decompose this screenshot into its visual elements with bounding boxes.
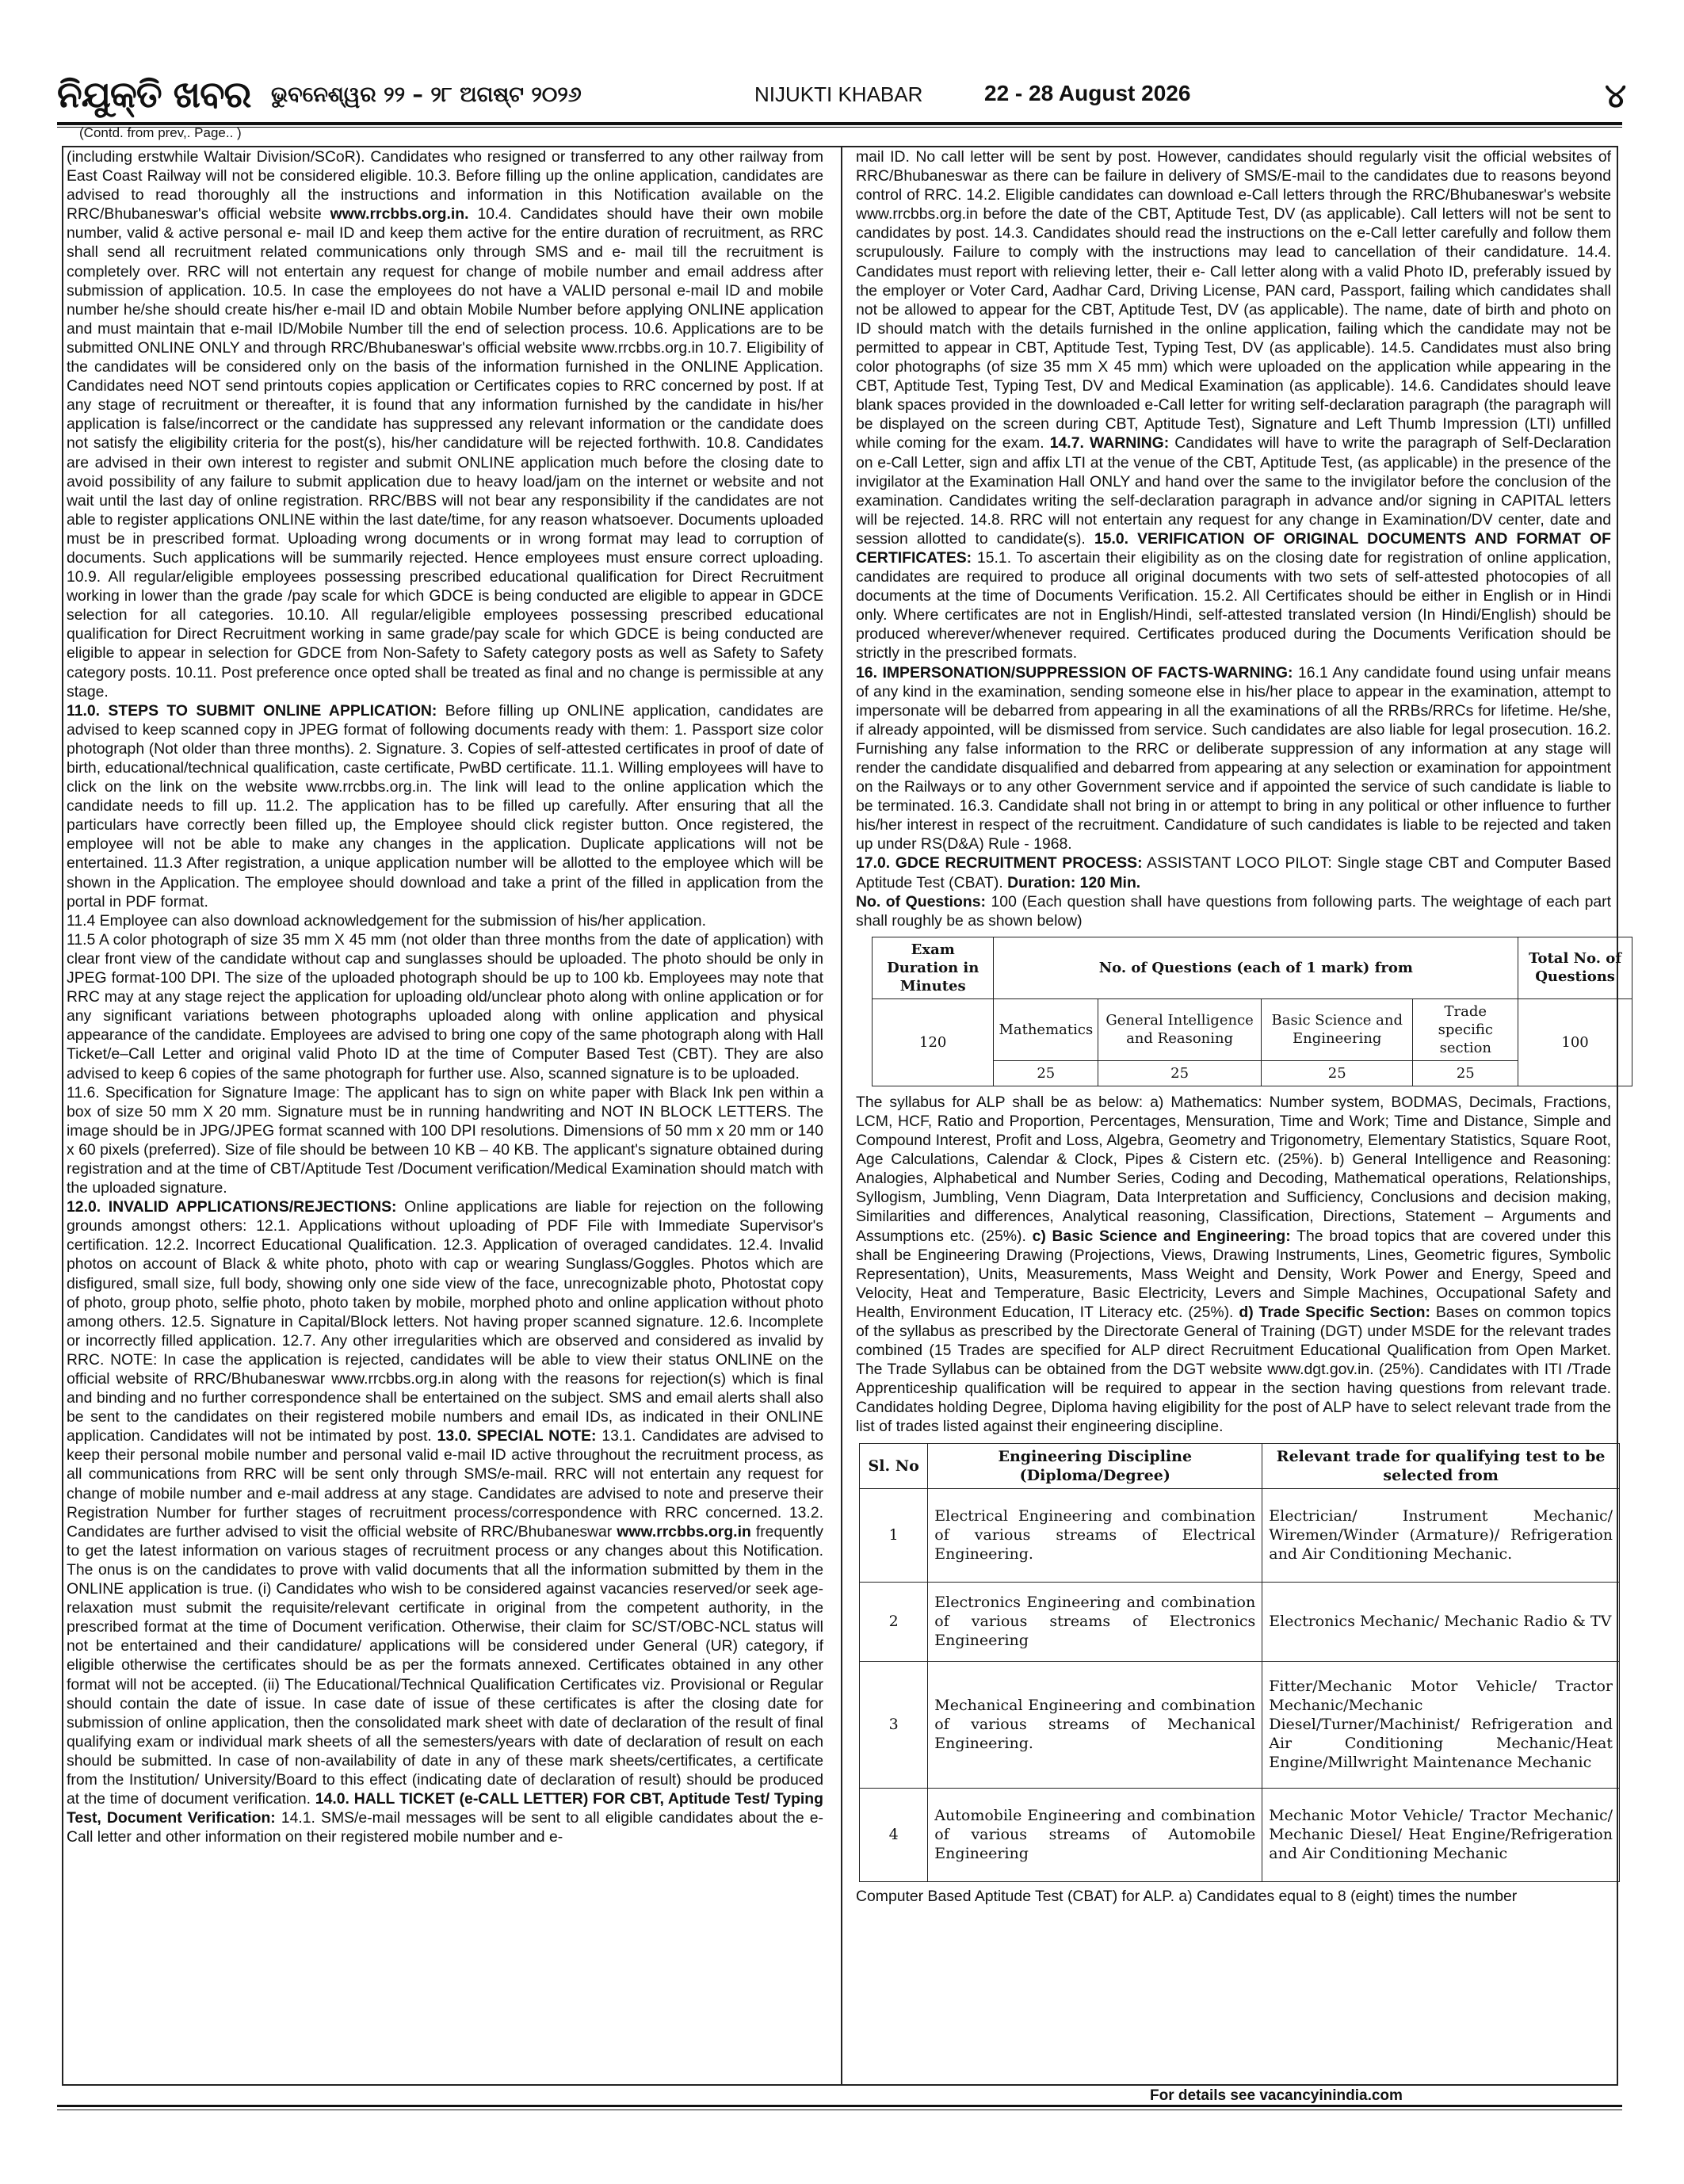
table-row (860, 1788, 1620, 1881)
trade-table (859, 1443, 1620, 1882)
bold-heading: 17.0. GDCE RECRUITMENT PROCESS: (856, 854, 1143, 872)
page-number: ୪ (1605, 76, 1626, 115)
row-trade: Electrician/ Instrument Mechanic/ Wiremen/Winder (Armature)/ Refrigeration and Air Conditioning Mechanic. (1262, 1488, 1620, 1582)
right-column-syllabus-text (856, 1093, 1611, 1437)
text-run: 10.4. Candidates should have their own mobile number, valid & active personal e- mail ID and keep them active for the entire duration of recruitment, as RRC shall send all recruitment related communications only through SMS and e- mail till the recruitment is completely over. RRC will not entertain any request for change of mobile number and email address after submission of application. 10.5. In case the employees do not have a VALID personal e-mail ID and mobile number he/she should create his/her e-mail ID and obtain Mobile Number before applying ONLINE application and must maintain that e-mail ID/Mobile Number till the end of selection process. 10.6. Applications are to be submitted ONLINE ONLY and through RRC/Bhubaneswar's official website www.rrcbbs.org.in 10.7. Eligibility of the candidates will be considered only on the basis of the information furnished in the ONLINE Application. Candidates need NOT send printouts copies application or Certificates copies to RRC concerned by post. If at any stage of recruitment or thereafter, it is found that any information furnished by the candidate in his/her application is false/incorrect or the candidate has suppressed any relevant information or the candidate does not satisfy the eligibility criteria for the post(s), his/her candidature will be rejected forthwith. 10.8. Candidates are advised in their own interest to register and submit ONLINE application much before the closing date to avoid possibility of any failure to submit application due to heavy load/jam on the internet or website and not wait until the last day of online registration. RRC/BBS will not bear any responsibility if the candidates are not able to register applications ONLINE within the last date/time, for any reason whatsoever. Documents uploaded must be in prescribed format. Uploading wrong documents or in wrong format may lead to corruption of documents. Such applications will be summarily rejected. Hence employees must ensure correct uploading. 10.9. All regular/eligible employees possessing prescribed educational qualification for Direct Recruitment working in lower than the grade /pay scale for which GDCE is being conducted are eligible to appear in GDCE selection for all categories. 10.10. All regular/eligible employees possessing prescribed educational qualification for Direct Recruitment working in same grade/pay scale for which GDCE is being conducted are eligible to appear in selection for GDCE from Non-Safety to Safety category posts as well as Safety to Safety category posts. 10.11. Post preference once opted shall be treated as final and no change is permissible at any stage. (67, 205, 823, 701)
right-column-top-text (856, 147, 1611, 930)
header-duration: Exam Duration in Minutes (873, 937, 994, 998)
odia-dateline: ଭୁବନେଶ୍ୱର ୨୨ – ୨୮ ଅଗଷ୍ଟ ୨୦୨୬ (271, 82, 582, 107)
subject-marks: 25 (994, 1060, 1098, 1086)
left-column-text (67, 147, 823, 1846)
row-sl: 4 (860, 1788, 928, 1881)
bold-heading: 16. IMPERSONATION/SUPPRESSION OF FACTS-WARNING: (856, 663, 1293, 682)
total-questions: 100 (1518, 998, 1632, 1086)
subject-marks: 25 (1098, 1060, 1262, 1086)
left-column (67, 147, 823, 1846)
issue-date: 22 - 28 August 2026 (984, 81, 1191, 105)
text-run: (including erstwhile Waltair Division/SCoR). Candidates who resigned or transferred to any other railway from East Coast Railway will not be considered eligible. 10.3. Before filling up the online application, candidates are advised to read thoroughly all the instructions and information in this Notification available on the RRC/Bhubaneswar's official website (67, 148, 823, 223)
text-run: ASSISTANT LOCO PILOT: Single stage CBT and Computer Based Aptitude Test (CBAT). (856, 854, 1611, 892)
footer-credit: For details see vacancyinindia.com (1145, 2087, 1407, 2105)
bold-heading: d) Trade Specific Section: (1239, 1303, 1430, 1321)
right-column (856, 147, 1621, 1906)
text-run: 100 (Each question shall have questions from following parts. The weightage of each part shall roughly be as shown below) (856, 892, 1611, 930)
row-discipline: Mechanical Engineering and combination of various streams of Mechanical Engineering. (928, 1661, 1262, 1788)
footer-rule (57, 2105, 1622, 2107)
subject-name: Mathematics (994, 998, 1098, 1060)
text-run: 13.1. Candidates are advised to keep their personal mobile number and personal valid e-mail ID active throughout the recruitment process, as all communications from RRC will be sent only through SMS/e-mail. RRC will not entertain any request for change of mobile number and e-mail address at any stage. Candidates are advised to note and preserve their Registration Number for further stages of recruitment process/correspondence with RRC concerned. 13.2. Candidates are further advised to visit the official website of RRC/Bhubaneswar (67, 1427, 823, 1541)
paper-name: NIJUKTI KHABAR (754, 82, 923, 106)
text-run: 11.5 A color photograph of size 35 mm X 45 mm (not older than three months from the date of application) with clear front view of the candidate without cap and sunglasses should be uploaded. The photo should be only in JPEG format-100 DPI. The size of the uploaded photograph should be up to 100 kb. Employees may note that RRC may at any stage reject the application for uploading old/unclear photo along with online application or for any significant variations between photographs uploaded along with online application and physical appearance of the candidate. Employees are advised to bring one copy of the same photograph along with Hall Ticket/e–Call Letter and original valid Photo ID at the time of Computer Based Test (CBT). They are also advised to keep 6 copies of the same photograph for further use. Also, scanned signature is to be uploaded. (67, 930, 823, 1082)
text-run: 14.1. SMS/e-mail messages will be sent to all eligible candidates about the e-Call letter and other information on their registered mobile number and e- (67, 1809, 823, 1846)
header-trade: Relevant trade for qualifying test to be selected from (1262, 1443, 1620, 1488)
subject-name: General Intelligence and Reasoning (1098, 998, 1262, 1060)
bold-heading: No. of Questions: (856, 892, 986, 911)
row-trade: Fitter/Mechanic Motor Vehicle/ Tractor Mechanic/Mechanic Diesel/Turner/Machinist/ Refrigeration and Air Conditioning Mechanic/Heat Engine/Millwright Maintenance Mechanic (1262, 1661, 1620, 1788)
continued-note: (Contd. from prev,. Page.. ) (79, 125, 242, 140)
header-rule-thin (57, 127, 1622, 128)
row-trade: Mechanic Motor Vehicle/ Tractor Mechanic/ Mechanic Diesel/ Heat Engine/Refrigeration and Air Conditioning Mechanic (1262, 1788, 1620, 1881)
bold-heading: c) Basic Science and Engineering: (1032, 1227, 1291, 1245)
subject-name: Basic Science and Engineering (1262, 998, 1413, 1060)
bold-heading: 13.0. SPECIAL NOTE: (437, 1427, 597, 1445)
text-run: mail ID. No call letter will be sent by post. However, candidates should regularly visit the official websites of RRC/Bhubaneswar as there can be failure in delivery of SMS/E-mail to the candidates due to reasons beyond control of RRC. 14.2. Eligible candidates can download e-Call letters through the RRC/Bhubaneswar's website www.rrcbbs.org.in before the date of the CBT, Aptitude Test, DV (as applicable). Call letters will not be sent to candidates by post. 14.3. Candidates should read the instructions on the e-Call letter carefully and follow them scrupulously. Failure to comply with the instructions may lead to cancellation of their candidature. 14.4. Candidates must report with relieving letter, their e- Call letter along with a valid Photo ID, preferably issued by the employer or Voter Card, Aadhar Card, Driving License, PAN card, Passport, failing which candidates shall not be allowed to appear for the CBT, Aptitude Test, DV (as applicable). The name, date of birth and photo on ID should match with the details furnished in the online application, failing which the candidate may not be permitted to appear in CBT, Aptitude Test, Typing Test, DV (as applicable). 14.5. Candidates must also bring color photographs (of size 35 mm X 45 mm) which were uploaded on the application while appearing in the CBT, Aptitude Test, Typing Test, DV and Medical Examination (as applicable). 14.6. Candidates should leave blank spaces provided in the downloaded e-Call letter for writing self-declaration paragraph (the paragraph will be displayed on the screen during CBT, Aptitude Test), Signature and Left Thumb Impression (LTI) unfilled while coming for the exam. (856, 148, 1611, 452)
header-discipline: Engineering Discipline (Diploma/Degree) (928, 1443, 1262, 1488)
subject-marks: 25 (1262, 1060, 1413, 1086)
text-run: 16.1 Any candidate found using unfair means of any kind in the examination, sending someone else in his/her place to appear in the examination, attempt to impersonate will be debarred from appearing in all the examinations of all the RRBs/RRCs for lifetime. He/she, if already appointed, will be dismissed from service. Such candidates are also liable for legal prosecution. 16.2. Furnishing any false information to the RRC or deliberate suppression of any information at any stage will render the candidate disqualified and debarred from appearing at any selection or examination for appointment on the Railways or to any other Government service and if appointed the service of such candidate is liable to be terminated. 16.3. Candidate shall not bring in or attempt to bring in any political or other influence to further his/her interest in respect of the recruitment. Candidature of such candidates is liable to be rejected and taken up under RS(D&A) Rule - 1968. (856, 663, 1611, 853)
bold-heading: 12.0. INVALID APPLICATIONS/REJECTIONS: (67, 1198, 397, 1216)
masthead (57, 73, 1626, 117)
subject-marks: 25 (1413, 1060, 1518, 1086)
text-run: Before filling up ONLINE application, candidates are advised to keep scanned copy in JPEG format of following documents ready with them: 1. Passport size color photograph (Not older than three months). 2. Signature. 3. Copies of self-attested certificates in proof of date of birth, educational/technical qualification, caste certificate, PwBD certificate. 11.1. Willing employees will have to click on the link on the website www.rrcbbs.org.in. The link will lead to the online application which the candidate needs to fill up. 11.2. The application has to be filled up carefully. After ensuring that all the particulars have correctly been filled up, the Employee should click register button. Once registered, the employee will not be able to make any changes in the application. Duplicate applications will not be entertained. 11.3 After registration, a unique application number will be allotted to the employee which will be shown in the Application. The employee should download and take a print of the filled in application from the portal in PDF format. (67, 701, 823, 911)
header-total: Total No. of Questions (1518, 937, 1632, 998)
subject-name: Trade specific section (1413, 998, 1518, 1060)
row-discipline: Electronics Engineering and combination of various streams of Electronics Engineering (928, 1582, 1262, 1661)
row-discipline: Electrical Engineering and combination of various streams of Electrical Engineering. (928, 1488, 1262, 1582)
text-run: Online applications are liable for rejection on the following grounds amongst others: 12.1. Applications without uploading of PDF File with Immediate Supervisor's certification. 12.2. Incorrect Educational Qualification. 12.3. Application of overaged candidates. 12.4. Invalid photos on account of Black & white photo, photo with cap or wearing Sunglass/Goggles. Photos which are disfigured, small size, full body, showing only one side view of the face, unrecognizable photo, Photostat copy of photo, group photo, selfie photo, photo taken by mobile, morphed photo and online application without photo among others. 12.5. Signature in Capital/Block letters. Not having proper scanned signature. 12.6. Incomplete or incorrectly filled application. 12.7. Any other irregularities which are observed and considered as invalid by RRC. NOTE: In case the application is rejected, candidates will be able to view their status ONLINE on the official website of RRC/Bhubaneswar www.rrcbbs.org.in along with the reasons for rejection(s) which is final and binding and no further correspondence shall be entertained on the subject. SMS and email alerts shall also be sent to the candidates on their registered mobile numbers and email IDs, as indicated in their ONLINE application. Candidates will not be intimated by post. (67, 1198, 823, 1445)
header-questions: No. of Questions (each of 1 mark) from (994, 937, 1518, 998)
newspaper-logo: ନିଯୁକ୍ତି ଖବର (57, 73, 251, 116)
table-row (860, 1661, 1620, 1788)
text-run: Candidates will have to write the paragraph of Self-Declaration on e-Call Letter, sign and affix LTI at the venue of the CBT, Aptitude Test, (as applicable) in the presence of the invigilator at the Examination Hall ONLY and hand over the same to the invigilator before the conclusion of the examination. Candidates writing the self-declaration paragraph in advance and/or signing in CAPITAL letters will be rejected. 14.8. RRC will not entertain any request for any change in Examination/DV center, date and session allotted to candidate(s). (856, 434, 1611, 548)
row-sl: 3 (860, 1661, 928, 1788)
text-run: 11.4 Employee can also download acknowledgement for the submission of his/her application. (67, 911, 706, 930)
exam-pattern-table (872, 937, 1632, 1086)
bold-heading: www.rrcbbs.org.in. (330, 205, 469, 223)
right-column-end-text (856, 1887, 1611, 1906)
exam-duration: 120 (873, 998, 994, 1086)
bold-heading: 14.7. WARNING: (1049, 434, 1170, 452)
bold-heading: 14.0. HALL TICKET (e-CALL LETTER) FOR CBT, Aptitude Test/ Typing Test, Document Verification: (67, 1790, 823, 1827)
column-divider (841, 146, 842, 2086)
text-run: frequently to get the latest information on various stages of recruitment process or any changes about this Notification. The onus is on the candidates to prove with valid documents that all the information submitted by them in the ONLINE application is true. (i) Candidates who wish to be considered against vacancies reserved/or seek age- relaxation must submit the requisite/relevant certificate in original from the competent authority, in the prescribed format at the time of Document verification. Otherwise, their claim for SC/ST/OBC-NCL status will not be entertained and their candidature/ applications will be considered under General (UR) category, if eligible otherwise the certificates should be as per the formats annexed. Certificates obtained in any other format will not be accepted. (ii) The Educational/Technical Qualification Certificates viz. Provisional or Regular should contain the date of issue. In case date of issue of these certificates is after the closing date for submission of online application, then the consolidated mark sheet with date of declaration of the result of final qualifying exam or individual mark sheets of all the semesters/years with date of declaration of result on each should be submitted. In case of non-availability of date in any of these mark sheets/certificates, a certificate from the Institution/ University/Board to this effect (indicating date of declaration of result) should be produced at the time of document verification. (67, 1522, 823, 1808)
text-run: Bases on common topics of the syllabus as prescribed by the Directorate General of Training (DGT) under MSDE for the relevant trades combined (15 Trades are specified for ALP direct Recruitment Educational Qualification from Open Market. The Trade Syllabus can be obtained from the DGT website www.dgt.gov.in. (25%). Candidates with ITI /Trade Apprenticeship qualification will be required to appear in the section having questions from relevant trade. Candidates holding Degree, Diploma having eligibility for the post of ALP have to select relevant trade from the list of trades listed against their engineering discipline. (856, 1303, 1611, 1436)
bold-heading: 11.0. STEPS TO SUBMIT ONLINE APPLICATION: (67, 701, 437, 720)
table-row (860, 1488, 1620, 1582)
row-sl: 2 (860, 1582, 928, 1661)
text-run: The broad topics that are covered under this shall be Engineering Drawing (Projections, Views, Drawing Instruments, Lines, Geometric figures, Symbolic Representation), Units, Measurements, Mass Weight and Density, Work Power and Energy, Speed and Velocity, Heat and Temperature, Basic Electricity, Levers and Simple Machines, Occupational Safety and Health, Environment Education, IT Literacy etc. (25%). (856, 1227, 1612, 1321)
bold-heading: Duration: 120 Min. (1007, 873, 1141, 892)
row-sl: 1 (860, 1488, 928, 1582)
row-trade: Electronics Mechanic/ Mechanic Radio & TV (1262, 1582, 1620, 1661)
bold-heading: www.rrcbbs.org.in (617, 1522, 751, 1541)
row-discipline: Automobile Engineering and combination of various streams of Automobile Engineering (928, 1788, 1262, 1881)
header-rule (57, 122, 1622, 125)
text-run: Computer Based Aptitude Test (CBAT) for ALP. a) Candidates equal to 8 (eight) times the number (856, 1887, 1518, 1905)
text-run: 11.6. Specification for Signature Image: The applicant has to sign on white paper with Black Ink pen within a box of size 50 mm X 20 mm. Signature must be in running handwriting and NOT IN BLOCK LETTERS. The image should be in JPG/JPEG format scanned with 100 DPI resolutions. Dimensions of 50 mm x 20 mm or 140 x 60 pixels (preferred). Size of file should be between 10 KB – 40 KB. The applicant's signature obtained during registration and at the time of CBT/Aptitude Test /Document verification/Medical Examination should match with the uploaded signature. (67, 1083, 823, 1197)
text-run: The syllabus for ALP shall be as below: a) Mathematics: Number system, BODMAS, Decimals, Fractions, LCM, HCF, Ratio and Proportion, Percentages, Mensuration, Time and Work; Time and Distance, Simple and Compound Interest, Profit and Loss, Algebra, Geometry and Trigonometry, Elementary Statistics, Square Root, Age Calculations, Calendar & Clock, Pipes & Cistern etc. (25%). b) General Intelligence and Reasoning: Analogies, Alphabetical and Number Series, Coding and Decoding, Mathematical operations, Relationships, Syllogism, Jumbling, Venn Diagram, Data Interpretation and Sufficiency, Conclusions and decision making, Similarities and differences, Analytical reasoning, Classification, Directions, Statement – Arguments and Assumptions etc. (25%). (856, 1093, 1611, 1245)
bold-heading: 15.0. VERIFICATION OF ORIGINAL DOCUMENTS AND FORMAT OF CERTIFICATES: (856, 529, 1611, 567)
header-sl: Sl. No (860, 1443, 928, 1488)
text-run: 15.1. To ascertain their eligibility as on the closing date for registration of online application, candidates are required to produce all original documents with two sets of self-attested photocopies of all documents at the time of Documents Verification. 15.2. All Certificates should be either in English or in Hindi only. Where certificates are not in English/Hindi, self-attested translated version (In Hindi/English) should be produced wherever/whenever required. Certificates produced during the Documents Verification should be strictly in the prescribed formats. (856, 548, 1611, 662)
table-row (860, 1582, 1620, 1661)
